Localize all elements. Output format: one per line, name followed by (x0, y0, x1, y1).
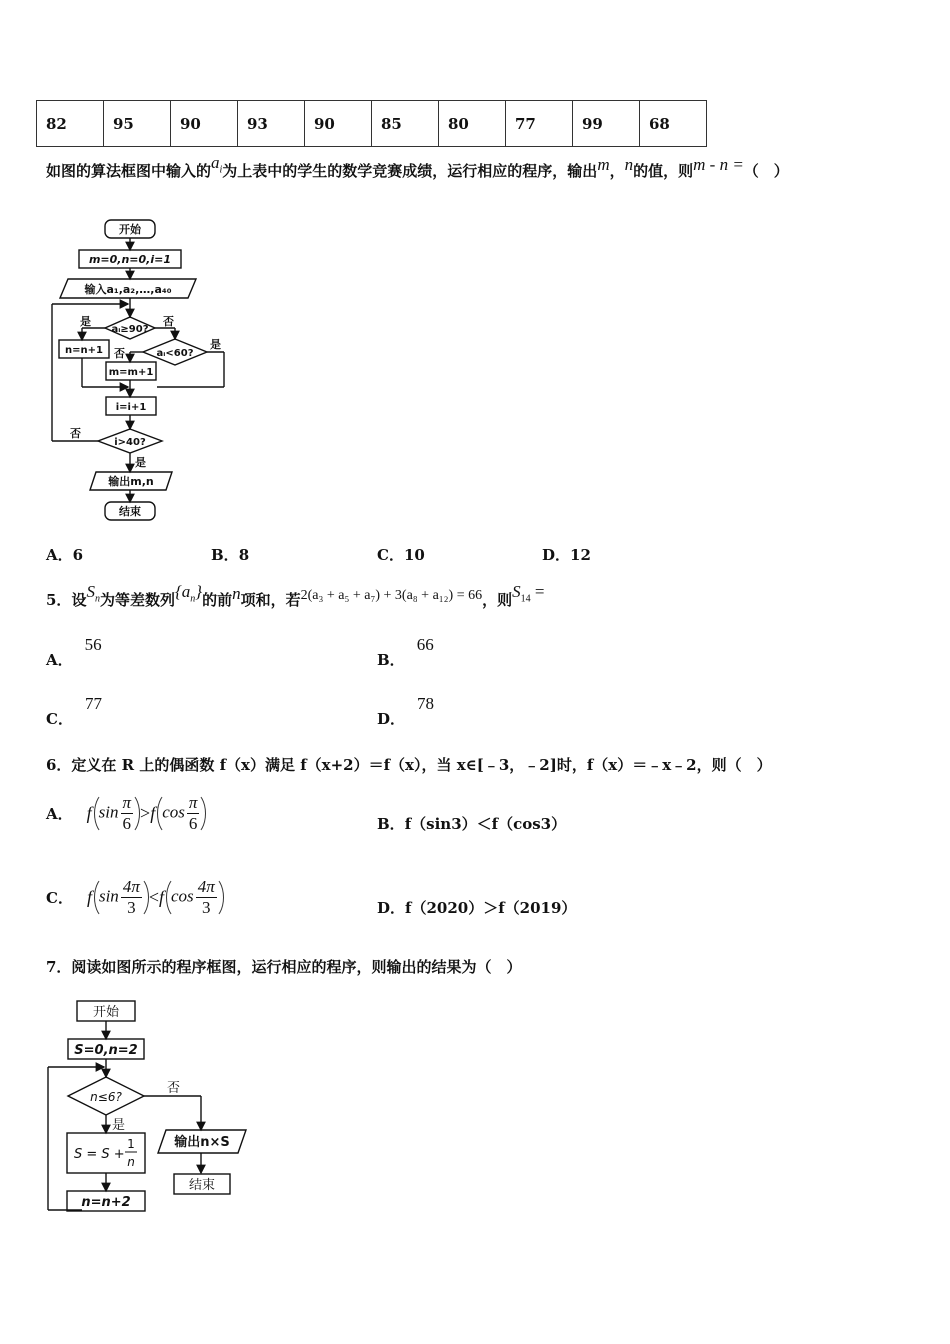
table-cell: 93 (238, 101, 305, 147)
no-label: 否 (163, 315, 174, 328)
table-row (37, 101, 707, 147)
cond1-label: aᵢ≥90? (111, 324, 149, 335)
end-label: 结束 (119, 505, 141, 518)
cond3-label: i>40? (114, 437, 146, 448)
init-label: S=0,n=2 (74, 1043, 138, 1058)
inc-label: n=n+2 (81, 1195, 131, 1210)
cond-label: n≤6? (90, 1090, 122, 1104)
m-inc-label: m=m+1 (108, 367, 154, 378)
q4-text-3: 的值，则 (633, 162, 694, 180)
yes-label: 是 (210, 338, 221, 351)
q5-option-d[interactable]: D．78 (377, 694, 435, 728)
q6-option-c[interactable]: C． f sin $\frac{4\pi}{3}$ < f cos $\frac{4\pi}{3}$ (46, 874, 224, 920)
flowchart-q4 (50, 215, 240, 525)
question-6-stem: 6．定义在 R 上的偶函数 f（x）满足 f（x+2）＝f（x），当 x∈[﹣3，﹣2]时，f（x）＝﹣x﹣2，则（ ） (46, 756, 772, 774)
no-label: 否 (70, 427, 81, 440)
var-S14: $S_{14}$ = (512, 582, 545, 605)
q5-option-b[interactable]: B．66 (377, 635, 434, 669)
table-cell: 82 (37, 101, 104, 147)
q4-option-a[interactable]: A．6 (46, 546, 84, 564)
flowchart-q7 (44, 995, 259, 1230)
yes-label: 是 (135, 456, 146, 469)
q6-option-d[interactable]: D．f（2020）＞f（2019） (377, 899, 577, 917)
table-cell: 68 (640, 101, 707, 147)
table-cell: 85 (372, 101, 439, 147)
var-a: $a_i$ (211, 153, 223, 176)
yes-label: 是 (112, 1118, 126, 1133)
n-inc-label: n=n+1 (65, 345, 103, 356)
assign-num: 1 (127, 1137, 135, 1151)
end-label: 结束 (188, 1178, 216, 1193)
assign-den: n (127, 1155, 135, 1169)
var-Sn: $S_n$ (86, 582, 100, 605)
expr-m-minus-n: m - n = (693, 155, 744, 174)
q6-option-a[interactable]: A． f sin $\frac{\pi}{6}$ > f cos $\frac{\pi}{6}$ (46, 790, 206, 836)
question-5-stem: 5．设$S_n$为等差数列$\{a_n\}$的前n项和，若2(a₃ + a₅ + a₇) + 3(a₈ + a₁₂) = 66，则$S_{14}$ = (46, 582, 545, 609)
q4-text-1: 如图的算法框图中输入的 (46, 162, 212, 180)
no-label: 否 (167, 1081, 181, 1096)
table-cell: 99 (573, 101, 640, 147)
table-cell: 80 (439, 101, 506, 147)
q5-equation: 2(a₃ + a₅ + a₇) + 3(a₈ + a₁₂) = 66 (300, 588, 483, 603)
output-label: 输出n×S (174, 1135, 230, 1150)
no-label: 否 (114, 347, 125, 360)
q4-option-d[interactable]: D．12 (542, 546, 591, 564)
table-cell: 90 (305, 101, 372, 147)
seq-an: $\{a_n\}$ (174, 582, 203, 605)
output-label: 输出m,n (108, 475, 154, 488)
score-table (36, 100, 707, 147)
table-cell: 95 (104, 101, 171, 147)
table-cell: 77 (506, 101, 573, 147)
start-label: 开始 (92, 1005, 120, 1020)
q4-option-b[interactable]: B．8 (211, 546, 250, 564)
q5-option-c[interactable]: C．77 (46, 694, 102, 728)
cond2-label: aᵢ<60? (156, 348, 194, 359)
yes-label: 是 (80, 315, 91, 328)
question-4-stem: 如图的算法框图中输入的$a_i$为上表中的学生的数学竞赛成绩，运行相应的程序，输出m，n的值，则m - n =（ ） (46, 153, 789, 180)
q4-text-2: 为上表中的学生的数学竞赛成绩，运行相应的程序，输出 (222, 162, 598, 180)
table-cell: 90 (171, 101, 238, 147)
assign-label: S = S + (74, 1147, 125, 1162)
init-label: m=0,n=0,i=1 (88, 253, 172, 266)
q6-option-b[interactable]: B．f（sin3）＜f（cos3） (377, 815, 567, 833)
var-n: n (624, 155, 634, 174)
q5-option-a[interactable]: A．56 (46, 635, 102, 669)
start-label: 开始 (119, 223, 141, 236)
q4-option-c[interactable]: C．10 (377, 546, 425, 564)
question-7-stem: 7．阅读如图所示的程序框图，运行相应的程序，则输出的结果为（ ） (46, 958, 522, 976)
input-label: 输入a₁,a₂,…,a₄₀ (84, 283, 172, 296)
var-m: m (597, 155, 610, 174)
i-inc-label: i=i+1 (115, 402, 147, 413)
